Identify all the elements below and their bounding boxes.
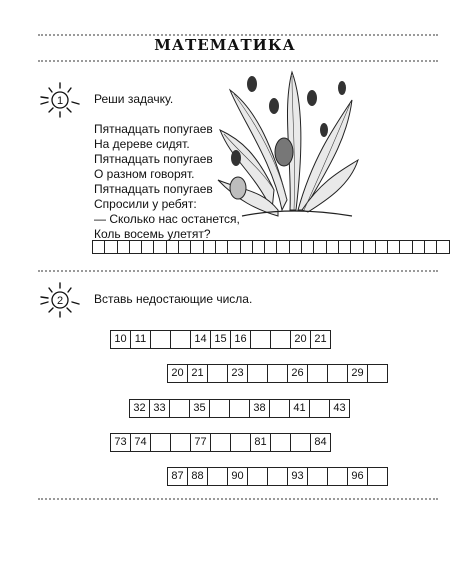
number-cell: 73 (110, 433, 131, 452)
poem-line: Пятнадцать попугаев (94, 122, 213, 136)
empty-number-cell[interactable] (207, 364, 228, 383)
number-row-3 (130, 399, 350, 418)
number-row-5 (168, 467, 388, 486)
number-cell: 43 (329, 399, 350, 418)
answer-cell[interactable] (387, 240, 400, 254)
number-cell: 87 (167, 467, 188, 486)
answer-cell[interactable] (153, 240, 166, 254)
empty-number-cell[interactable] (230, 433, 251, 452)
empty-number-cell[interactable] (169, 399, 190, 418)
section-dotted-divider (38, 270, 438, 272)
number-cell: 15 (210, 330, 231, 349)
answer-cell[interactable] (203, 240, 216, 254)
answer-cell[interactable] (399, 240, 412, 254)
number-row-4 (111, 433, 331, 452)
number-cell: 11 (130, 330, 151, 349)
number-cell: 41 (289, 399, 310, 418)
answer-cell[interactable] (178, 240, 191, 254)
number-cell: 81 (250, 433, 271, 452)
answer-cell[interactable] (215, 240, 228, 254)
empty-number-cell[interactable] (210, 433, 231, 452)
answer-cell[interactable] (141, 240, 154, 254)
task-1-answer-cells[interactable] (93, 240, 450, 254)
answer-cell[interactable] (436, 240, 449, 254)
answer-cell[interactable] (240, 240, 253, 254)
answer-cell[interactable] (166, 240, 179, 254)
answer-cell[interactable] (117, 240, 130, 254)
answer-cell[interactable] (313, 240, 326, 254)
empty-number-cell[interactable] (327, 364, 348, 383)
empty-number-cell[interactable] (247, 364, 268, 383)
number-cell: 29 (347, 364, 368, 383)
task-2-sun-icon (38, 280, 82, 320)
number-cell: 93 (287, 467, 308, 486)
empty-number-cell[interactable] (367, 364, 388, 383)
bottom-dotted-divider (38, 498, 438, 500)
number-cell: 21 (187, 364, 208, 383)
answer-cell[interactable] (338, 240, 351, 254)
number-cell: 32 (129, 399, 150, 418)
poem-line: На дереве сидят. (94, 137, 190, 151)
number-cell: 10 (110, 330, 131, 349)
empty-number-cell[interactable] (207, 467, 228, 486)
task-2-prompt: Вставь недостающие числа. (94, 292, 253, 306)
answer-cell[interactable] (301, 240, 314, 254)
poem-line: — Сколько нас останется, (94, 212, 240, 226)
number-cell: 90 (227, 467, 248, 486)
empty-number-cell[interactable] (267, 364, 288, 383)
number-cell: 88 (187, 467, 208, 486)
answer-cell[interactable] (227, 240, 240, 254)
number-cell: 35 (189, 399, 210, 418)
poem-line: Пятнадцать попугаев (94, 152, 213, 166)
empty-number-cell[interactable] (247, 467, 268, 486)
empty-number-cell[interactable] (367, 467, 388, 486)
answer-cell[interactable] (92, 240, 105, 254)
answer-cell[interactable] (104, 240, 117, 254)
poem-line: О разном говорят. (94, 167, 195, 181)
empty-number-cell[interactable] (250, 330, 271, 349)
number-row-1 (111, 330, 331, 349)
number-cell: 20 (167, 364, 188, 383)
empty-number-cell[interactable] (307, 364, 328, 383)
number-cell: 23 (227, 364, 248, 383)
task-1-prompt: Реши задачку. (94, 92, 174, 106)
poem-line: Спросили у ребят: (94, 197, 197, 211)
page-title: МАТЕМАТИКА (154, 36, 296, 54)
empty-number-cell[interactable] (309, 399, 330, 418)
number-row-2 (168, 364, 388, 383)
number-cell: 26 (287, 364, 308, 383)
number-cell: 96 (347, 467, 368, 486)
number-cell: 84 (310, 433, 331, 452)
answer-cell[interactable] (424, 240, 437, 254)
number-cell: 33 (149, 399, 170, 418)
answer-cell[interactable] (350, 240, 363, 254)
empty-number-cell[interactable] (209, 399, 230, 418)
answer-cell[interactable] (264, 240, 277, 254)
number-cell: 14 (190, 330, 211, 349)
number-cell: 16 (230, 330, 251, 349)
empty-number-cell[interactable] (229, 399, 250, 418)
task-2-number: 2 (56, 295, 64, 307)
poem-line: Коль восемь улетят? (94, 227, 211, 241)
answer-cell[interactable] (190, 240, 203, 254)
answer-cell[interactable] (276, 240, 289, 254)
task-1-sun-icon (38, 80, 82, 120)
answer-cell[interactable] (375, 240, 388, 254)
empty-number-cell[interactable] (170, 433, 191, 452)
number-cell: 77 (190, 433, 211, 452)
empty-number-cell[interactable] (307, 467, 328, 486)
empty-number-cell[interactable] (150, 433, 171, 452)
answer-cell[interactable] (412, 240, 425, 254)
answer-cell[interactable] (129, 240, 142, 254)
empty-number-cell[interactable] (267, 467, 288, 486)
parrot-tree-illustration (212, 60, 362, 220)
poem-line: Пятнадцать попугаев (94, 182, 213, 196)
empty-number-cell[interactable] (327, 467, 348, 486)
number-cell: 20 (290, 330, 311, 349)
empty-number-cell[interactable] (170, 330, 191, 349)
empty-number-cell[interactable] (270, 330, 291, 349)
number-cell: 74 (130, 433, 151, 452)
empty-number-cell[interactable] (269, 399, 290, 418)
answer-cell[interactable] (252, 240, 265, 254)
empty-number-cell[interactable] (150, 330, 171, 349)
empty-number-cell[interactable] (290, 433, 311, 452)
number-cell: 38 (249, 399, 270, 418)
number-cell: 21 (310, 330, 331, 349)
task-1-number: 1 (56, 95, 64, 107)
answer-cell[interactable] (289, 240, 302, 254)
answer-cell[interactable] (363, 240, 376, 254)
empty-number-cell[interactable] (270, 433, 291, 452)
answer-cell[interactable] (326, 240, 339, 254)
